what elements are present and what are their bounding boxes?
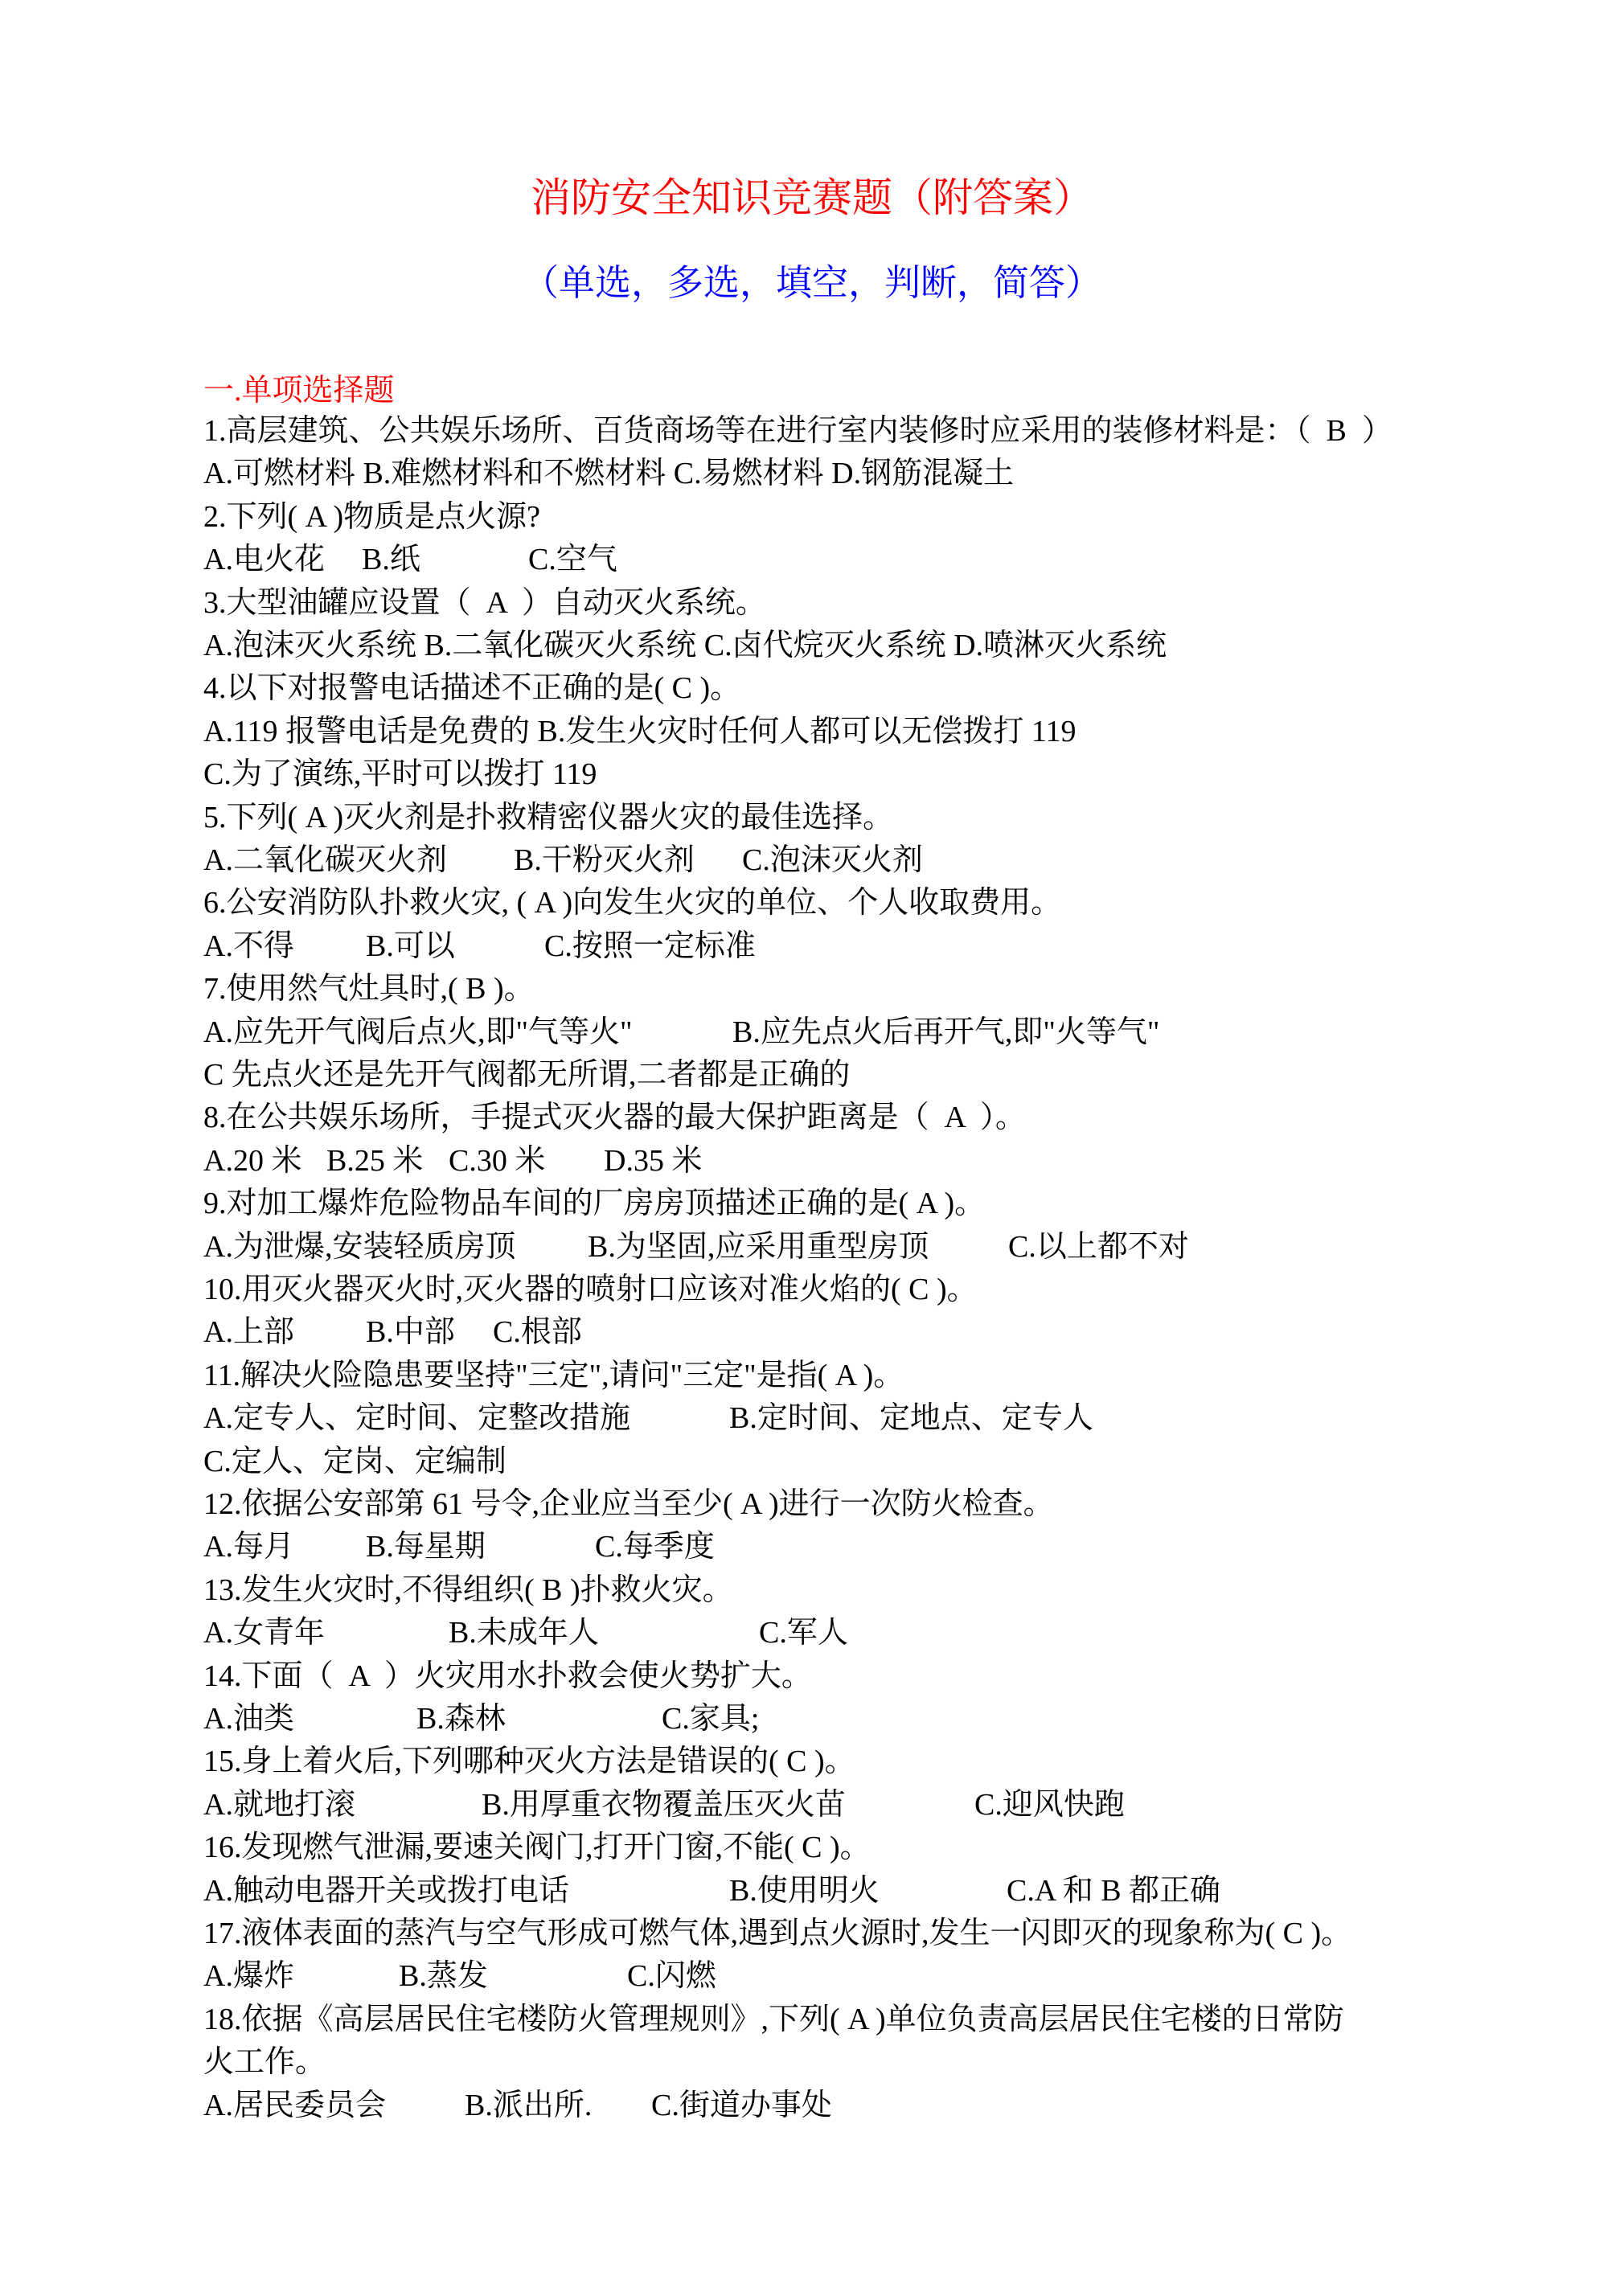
option-text: A.居民委员会 xyxy=(203,2088,386,2122)
options-line xyxy=(0,1784,1624,1827)
question-text: 7.使用然气灶具时,( B )。 xyxy=(203,972,535,1007)
option-text: B.未成年人 xyxy=(449,1616,599,1650)
options-line xyxy=(0,1140,1624,1183)
question-text: 4.以下对报警电话描述不正确的是( C )。 xyxy=(203,671,741,706)
question-text: 18.依据《高层居民住宅楼防火管理规则》,下列( A )单位负责高层居民住宅楼的日常防 xyxy=(203,2002,1344,2036)
options-line xyxy=(0,1526,1624,1568)
option-text: A.电火花 xyxy=(203,543,325,577)
page-subtitle: （单选，多选，填空，判断，简答） xyxy=(522,263,1101,303)
option-text: C.泡沫灭火剂 xyxy=(742,843,923,877)
options-line xyxy=(0,1011,1624,1054)
option-text: C.空气 xyxy=(528,543,617,577)
option-text: B.每星期 xyxy=(366,1530,486,1564)
option-text: A.定专人、定时间、定整改措施 xyxy=(203,1401,630,1436)
options-line xyxy=(0,753,1624,796)
question-text: 火工作。 xyxy=(203,2045,326,2080)
question-line xyxy=(0,968,1624,1011)
options-line xyxy=(0,1870,1624,1913)
question-text: 6.公安消防队扑救火灾, ( A )向发生火灾的单位、个人收取费用。 xyxy=(203,886,1062,920)
option-text: A.二氧化碳灭火剂 xyxy=(203,843,447,877)
options-line xyxy=(0,1311,1624,1354)
options-line xyxy=(0,711,1624,753)
question-text: 3.大型油罐应设置（ A ）自动灭火系统。 xyxy=(203,585,766,620)
option-text: A.油类 xyxy=(203,1702,294,1736)
options-line xyxy=(0,1698,1624,1740)
question-line xyxy=(0,410,1624,453)
question-line xyxy=(0,582,1624,625)
option-text: A.上部 xyxy=(203,1315,294,1350)
question-text: 1.高层建筑、公共娱乐场所、百货商场等在进行室内装修时应采用的装修材料是：（ B ） xyxy=(203,414,1392,448)
option-text: C.家具; xyxy=(662,1702,760,1736)
question-line xyxy=(0,667,1624,710)
option-text: C.A 和 B 都正确 xyxy=(1007,1873,1221,1908)
option-text: C 先点火还是先开气阀都无所谓,二者都是正确的 xyxy=(203,1058,851,1092)
option-text: B.森林 xyxy=(416,1702,506,1736)
options-line xyxy=(0,925,1624,968)
question-line xyxy=(0,1355,1624,1397)
question-text: 10.用灭火器灭火时,灭火器的喷射口应该对准火焰的( C )。 xyxy=(203,1273,978,1306)
question-text: 14.下面（ A ）火灾用水扑救会使火势扩大。 xyxy=(203,1658,812,1693)
page-title: 消防安全知识竞赛题（附答案） xyxy=(531,175,1093,220)
option-text: A.每月 xyxy=(203,1530,294,1564)
option-text: D.35 米 xyxy=(604,1143,703,1178)
option-text: A.触动电器开关或拨打电话 xyxy=(203,1873,569,1908)
question-line xyxy=(0,1655,1624,1698)
option-text: C.定人、定岗、定编制 xyxy=(203,1444,506,1478)
option-text: C.根部 xyxy=(493,1315,582,1350)
question-text: 5.下列( A )灭火剂是扑救精密仪器火灾的最佳选择。 xyxy=(203,800,894,834)
option-text: A.119 报警电话是免费的 B.发生火灾时任何人都可以无偿拨打 119 xyxy=(203,714,1077,748)
question-line xyxy=(0,1740,1624,1783)
question-text: 8.在公共娱乐场所，手提式灭火器的最大保护距离是（ A ）。 xyxy=(203,1101,1026,1135)
option-text: C.以上都不对 xyxy=(1008,1229,1189,1264)
question-line xyxy=(0,1913,1624,1955)
question-text: 15.身上着火后,下列哪种灭火方法是错误的( C )。 xyxy=(203,1745,855,1779)
options-line xyxy=(0,1441,1624,1483)
option-text: A.就地打滚 xyxy=(203,1787,355,1822)
section-heading-single-choice: 一.单项选择题 xyxy=(203,374,395,408)
options-line xyxy=(0,839,1624,882)
option-text: B.蒸发 xyxy=(399,1959,488,1994)
question-line xyxy=(0,1569,1624,1612)
option-text: B.派出所. xyxy=(465,2088,593,2122)
options-line xyxy=(0,1955,1624,1998)
option-text: C.街道办事处 xyxy=(651,2088,832,2122)
question-line xyxy=(0,1269,1624,1311)
option-text: A.泡沫灭火系统 B.二氧化碳灭火系统 C.卤代烷灭火系统 D.喷淋灭火系统 xyxy=(203,629,1167,662)
options-line xyxy=(0,1054,1624,1097)
option-text: C.30 米 xyxy=(449,1143,546,1178)
option-text: A.20 米 xyxy=(203,1143,302,1178)
option-text: C.按照一定标准 xyxy=(544,929,756,963)
option-text: B.中部 xyxy=(366,1315,455,1350)
question-line xyxy=(0,882,1624,925)
option-text: A.女青年 xyxy=(203,1616,325,1650)
question-text: 13.发生火灾时,不得组织( B )扑救火灾。 xyxy=(203,1572,733,1607)
question-text: 2.下列( A )物质是点火源? xyxy=(203,499,541,534)
question-line xyxy=(0,1183,1624,1225)
question-line xyxy=(0,1999,1624,2041)
option-text: B.定时间、定地点、定专人 xyxy=(729,1401,1093,1436)
options-line xyxy=(0,453,1624,495)
options-line xyxy=(0,2085,1624,2127)
question-text: 16.发现燃气泄漏,要速关阀门,打开门窗,不能( C )。 xyxy=(203,1831,871,1865)
option-text: B.使用明火 xyxy=(729,1873,880,1908)
question-text: 9.对加工爆炸危险物品车间的厂房房顶描述正确的是( A )。 xyxy=(203,1187,986,1221)
question-line xyxy=(0,2041,1624,2084)
option-text: B.应先点火后再开气,即"火等气" xyxy=(732,1015,1160,1049)
option-text: B.用厚重衣物覆盖压灭火苗 xyxy=(482,1787,846,1822)
question-line xyxy=(0,797,1624,839)
options-line xyxy=(0,1397,1624,1440)
option-text: B.纸 xyxy=(362,543,420,577)
option-text: A.可燃材料 B.难燃材料和不燃材料 C.易燃材料 D.钢筋混凝土 xyxy=(203,457,1015,491)
option-text: B.25 米 xyxy=(326,1143,424,1178)
option-text: B.可以 xyxy=(366,929,455,963)
option-text: C.军人 xyxy=(759,1616,848,1650)
option-text: C.每季度 xyxy=(595,1530,715,1564)
option-text: A.爆炸 xyxy=(203,1959,294,1994)
option-text: A.不得 xyxy=(203,929,294,963)
options-line xyxy=(0,1226,1624,1269)
option-text: B.为坚固,应采用重型房顶 xyxy=(588,1229,929,1264)
option-text: A.应先开气阀后点火,即"气等火" xyxy=(203,1015,633,1049)
option-text: A.为泄爆,安装轻质房顶 xyxy=(203,1229,516,1264)
option-text: B.干粉灭火剂 xyxy=(514,843,695,877)
question-line xyxy=(0,1483,1624,1526)
option-text: C.为了演练,平时可以拨打 119 xyxy=(203,757,597,792)
options-line xyxy=(0,625,1624,667)
question-line xyxy=(0,496,1624,539)
question-line xyxy=(0,1827,1624,1869)
question-text: 17.液体表面的蒸汽与空气形成可燃气体,遇到点火源时,发生一闪即灭的现象称为( C )。 xyxy=(203,1917,1352,1950)
question-text: 11.解决火险隐患要坚持"三定",请问"三定"是指( A )。 xyxy=(203,1358,904,1392)
option-text: C.闪燃 xyxy=(627,1959,716,1994)
option-text: C.迎风快跑 xyxy=(974,1787,1125,1822)
question-text: 12.依据公安部第 61 号令,企业应当至少( A )进行一次防火检查。 xyxy=(203,1487,1054,1521)
options-line xyxy=(0,1612,1624,1654)
options-line xyxy=(0,539,1624,581)
question-line xyxy=(0,1097,1624,1139)
